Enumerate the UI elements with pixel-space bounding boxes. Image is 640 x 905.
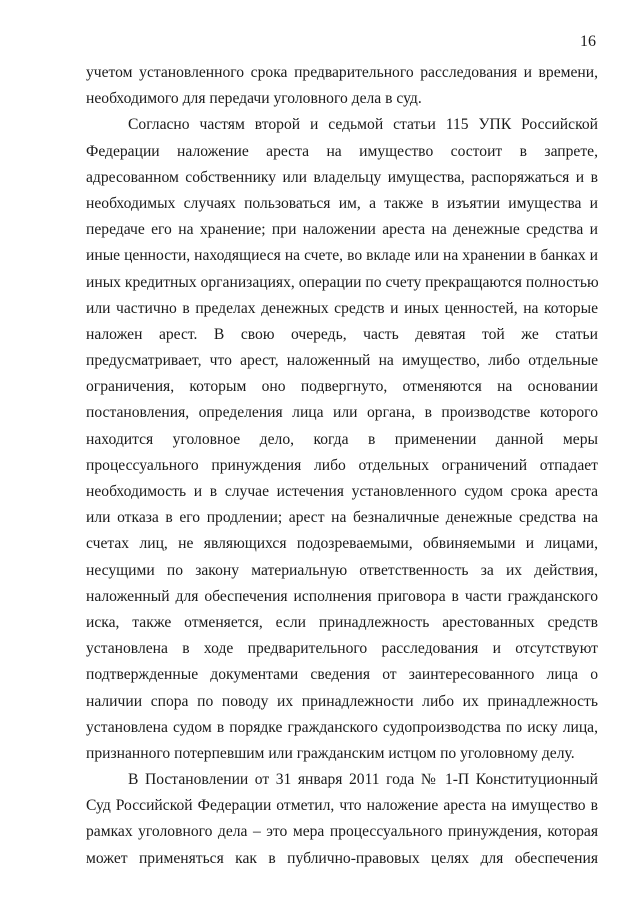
text-line: наложен арест. В свою очередь, часть девятая той же статьи [86, 325, 598, 343]
text-line: счетах лиц, не являющихся подозреваемыми, обвиняемыми и лицами, [86, 535, 598, 553]
text-line: передаче его на хранение; при наложении ареста на денежные средства и [86, 221, 598, 239]
text-line: иные ценности, находящиеся на счете, во вкладе или на хранении в банках и [86, 247, 598, 265]
text-line: ограничения, которым оно подвергнуто, отменяются на основании [86, 378, 598, 396]
text-line: В Постановлении от 31 января 2011 года № 1-П Конституционный [128, 771, 598, 789]
text-line: Суд Российской Федерации отметил, что наложение ареста на имущество в [86, 797, 598, 815]
document-body [86, 60, 598, 872]
text-line: предусматривает, что арест, наложенный на имущество, либо отдельные [86, 352, 598, 370]
text-line: необходимость и в случае истечения установленного судом срока ареста [86, 483, 598, 500]
text-line: постановления, определения лица или органа, в производстве которого [86, 404, 598, 422]
text-line: наличии спора по поводу их принадлежности либо их принадлежность [86, 692, 598, 710]
text-line: необходимого для передачи уголовного дела в суд. [86, 90, 422, 108]
text-line: Федерации наложение ареста на имущество состоит в запрете, [86, 142, 598, 160]
text-line: процессуального принуждения либо отдельных ограничений отпадает [86, 456, 598, 474]
text-line: признанного потерпевшим или гражданским истцом по уголовному делу. [86, 744, 575, 762]
text-line: или отказа в его продлении; арест на безналичные денежные средства на [86, 509, 598, 527]
text-line: иных кредитных организациях, операции по счету прекращаются полностью [86, 273, 599, 291]
text-line: несущими по закону материальную ответственность за их действия, [86, 561, 598, 579]
text-line: необходимых случаях пользоваться им, а также в изъятии имущества и [86, 194, 598, 212]
text-line: установлена в ходе предварительного расследования и отсутствуют [86, 640, 598, 658]
text-line: установлена судом в порядке гражданского судопроизводства по иску лица, [86, 718, 598, 736]
text-line: или частично в пределах денежных средств и иных ценностей, на которые [86, 299, 598, 317]
text-line: может применяться как в публично-правовых целях для обеспечения [86, 849, 598, 867]
text-line: рамках уголовного дела – это мера процессуального принуждения, которая [86, 823, 598, 841]
text-line: Согласно частям второй и седьмой статьи 115 УПК Российской [128, 116, 598, 134]
text-line: учетом установленного срока предварительного расследования и времени, [86, 64, 598, 81]
text-line: адресованном собственнику или владельцу имущества, распоряжаться и в [86, 168, 598, 186]
text-line: находится уголовное дело, когда в применении данной меры [86, 430, 598, 448]
text-line: подтвержденные документами сведения от заинтересованного лица о [86, 666, 598, 684]
text-line: наложенный для обеспечения исполнения приговора в части гражданского [86, 587, 598, 605]
text-line: иска, также отменяется, если принадлежность арестованных средств [86, 613, 598, 631]
page-number: 16 [580, 33, 596, 50]
